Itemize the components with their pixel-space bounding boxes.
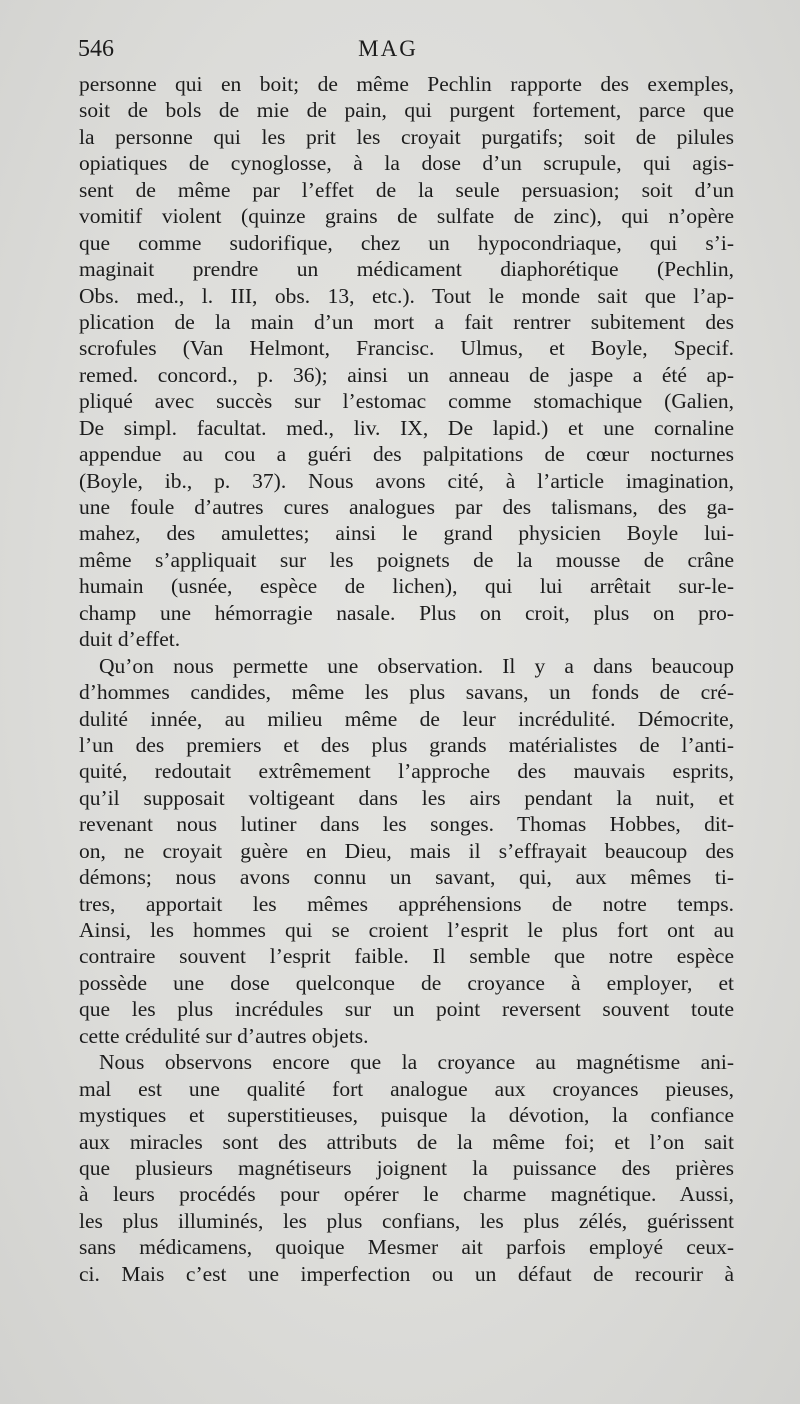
body-text	[79, 71, 734, 1287]
text-line: Ainsi, les hommes qui se croient l’esprit le plus fort ont au	[79, 918, 734, 942]
text-line: l’un des premiers et des plus grands matérialistes de l’anti-	[79, 732, 734, 757]
text-line: aux miracles sont des attributs de la même foi; et l’on sait	[79, 1129, 734, 1154]
text-line: sans médicamens, quoique Mesmer ait parfois employé ceux-	[79, 1235, 734, 1260]
text-line: pliqué avec succès sur l’estomac comme stomachique (Galien,	[79, 389, 734, 414]
text-line: mystiques et superstitieuses, puisque la dévotion, la confiance	[79, 1103, 734, 1128]
text-line: qu’il supposait voltigeant dans les airs pendant la nuit, et	[79, 785, 734, 810]
text-line: la personne qui les prit les croyait purgatifs; soit de pilules	[79, 124, 734, 149]
text-line: plication de la main d’un mort a fait rentrer subitement des	[79, 309, 734, 334]
text-line: possède une dose quelconque de croyance à employer, et	[79, 970, 734, 995]
text-line: à leurs procédés pour opérer le charme magnétique. Aussi,	[79, 1182, 734, 1207]
text-line: dulité innée, au milieu même de leur incrédulité. Démocrite,	[79, 706, 734, 731]
text-line: maginait prendre un médicament diaphorétique (Pechlin,	[79, 257, 734, 282]
text-line: mal est une qualité fort analogue aux croyances pieuses,	[79, 1076, 734, 1101]
page-number: 546	[78, 36, 114, 62]
text-line: même s’appliquait sur les poignets de la mousse de crâne	[79, 547, 734, 572]
text-line: tres, apportait les mêmes appréhensions de notre temps.	[79, 891, 734, 916]
text-line: cette crédulité sur d’autres objets.	[79, 1023, 369, 1048]
text-line: appendue au cou a guéri des palpitations de cœur nocturnes	[79, 442, 734, 467]
text-line: les plus illuminés, les plus confians, les plus zélés, guérissent	[79, 1208, 734, 1233]
text-line: personne qui en boit; de même Pechlin rapporte des exemples,	[79, 72, 734, 96]
text-line: Qu’on nous permette une observation. Il y a dans beaucoup	[99, 653, 734, 678]
text-line: quité, redoutait extrêmement l’approche des mauvais esprits,	[79, 759, 734, 784]
paragraph-2	[79, 653, 734, 1050]
running-head: MAG	[358, 36, 418, 61]
text-line: Obs. med., l. III, obs. 13, etc.). Tout le monde sait que l’ap-	[79, 283, 734, 308]
text-line: que les plus incrédules sur un point reversent souvent toute	[79, 997, 734, 1022]
text-line: démons; nous avons connu un savant, qui, aux mêmes ti-	[79, 865, 734, 890]
text-line: mahez, des amulettes; ainsi le grand physicien Boyle lui-	[79, 521, 734, 546]
text-line: opiatiques de cynoglosse, à la dose d’un scrupule, qui agis-	[79, 151, 734, 176]
text-line: d’hommes candides, même les plus savans, un fonds de cré-	[79, 680, 734, 705]
paragraph-1	[79, 71, 734, 653]
text-line: sent de même par l’effet de la seule persuasion; soit d’un	[79, 177, 734, 202]
paragraph-3	[79, 1049, 734, 1287]
page-header	[78, 36, 738, 76]
text-line: remed. concord., p. 36); ainsi un anneau de jaspe a été ap-	[79, 362, 734, 387]
text-line: que plusieurs magnétiseurs joignent la puissance des prières	[79, 1155, 734, 1180]
text-line: vomitif violent (quinze grains de sulfate de zinc), qui n’opère	[79, 204, 734, 229]
text-line: ci. Mais c’est une imperfection ou un défaut de recourir à	[79, 1261, 734, 1286]
text-line: contraire souvent l’esprit faible. Il semble que notre espèce	[79, 944, 734, 969]
text-line: humain (usnée, espèce de lichen), qui lui arrêtait sur-le-	[79, 574, 734, 599]
text-line: que comme sudorifique, chez un hypocondriaque, qui s’i-	[79, 230, 734, 255]
text-line: une foule d’autres cures analogues par des talismans, des ga-	[79, 495, 734, 519]
text-line: on, ne croyait guère en Dieu, mais il s’effrayait beaucoup des	[79, 838, 734, 863]
text-line: revenant nous lutiner dans les songes. Thomas Hobbes, dit-	[79, 812, 734, 837]
text-line: duit d’effet.	[79, 627, 181, 652]
text-line: scrofules (Van Helmont, Francisc. Ulmus, et Boyle, Specif.	[79, 336, 734, 361]
text-line: champ une hémorragie nasale. Plus on croit, plus on pro-	[79, 600, 734, 625]
text-line: De simpl. facultat. med., liv. IX, De lapid.) et une cornaline	[79, 415, 734, 440]
text-line: (Boyle, ib., p. 37). Nous avons cité, à l’article imagination,	[79, 468, 734, 493]
text-line: soit de bols de mie de pain, qui purgent fortement, parce que	[79, 98, 734, 123]
text-line: Nous observons encore que la croyance au magnétisme ani-	[99, 1050, 734, 1075]
